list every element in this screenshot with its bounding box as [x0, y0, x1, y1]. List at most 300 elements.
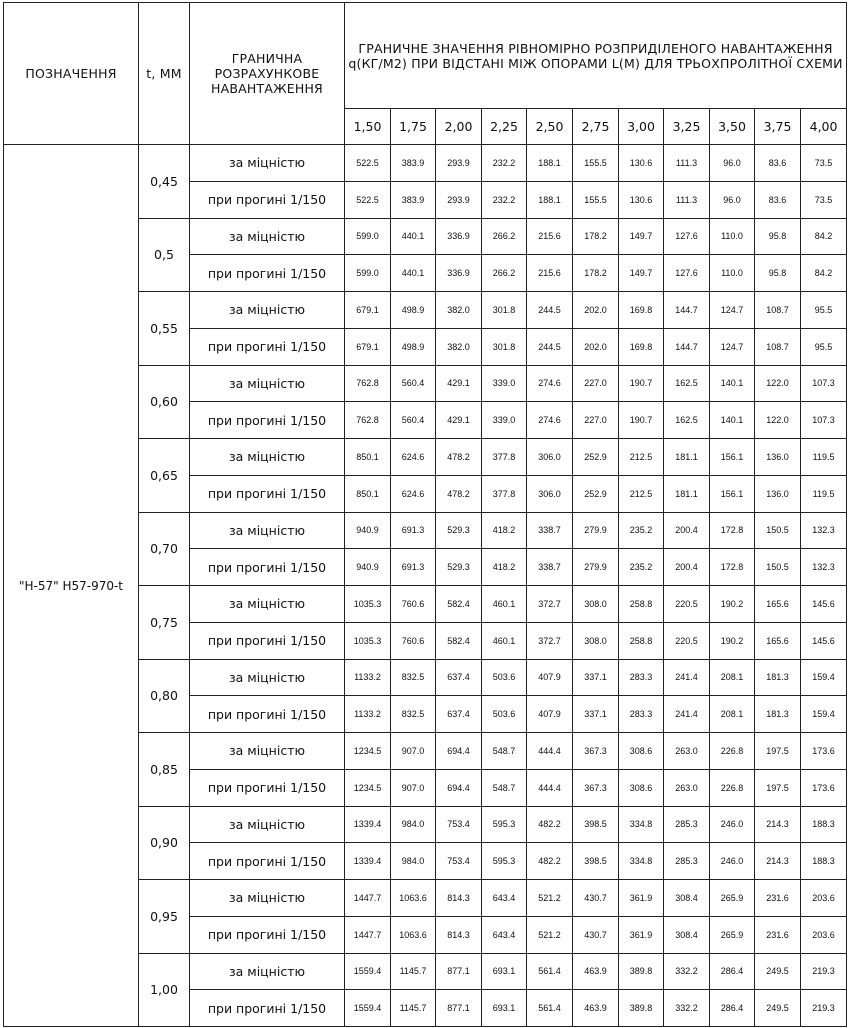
- value-cell: 306.0: [527, 475, 573, 512]
- value-cell: 372.7: [527, 586, 573, 623]
- value-cell: 521.2: [527, 916, 573, 953]
- thickness-cell: 0,80: [139, 659, 190, 733]
- value-cell: 162.5: [664, 402, 710, 439]
- span-header: 3,50: [710, 109, 755, 145]
- value-cell: 95.8: [755, 255, 801, 292]
- value-cell: 181.1: [664, 439, 710, 476]
- value-cell: 984.0: [391, 843, 436, 880]
- value-cell: 693.1: [482, 990, 527, 1027]
- value-cell: 266.2: [482, 255, 527, 292]
- row-label: при прогині 1/150: [190, 622, 345, 659]
- value-cell: 203.6: [801, 880, 847, 917]
- value-cell: 850.1: [345, 475, 391, 512]
- value-cell: 265.9: [710, 916, 755, 953]
- value-cell: 429.1: [436, 365, 482, 402]
- value-cell: 984.0: [391, 806, 436, 843]
- value-cell: 127.6: [664, 218, 710, 255]
- span-header: 2,00: [436, 109, 482, 145]
- value-cell: 169.8: [619, 328, 664, 365]
- value-cell: 140.1: [710, 365, 755, 402]
- span-header: 3,75: [755, 109, 801, 145]
- value-cell: 212.5: [619, 439, 664, 476]
- value-cell: 144.7: [664, 292, 710, 329]
- value-cell: 1145.7: [391, 990, 436, 1027]
- value-cell: 832.5: [391, 696, 436, 733]
- value-cell: 285.3: [664, 843, 710, 880]
- value-cell: 691.3: [391, 512, 436, 549]
- value-cell: 498.9: [391, 328, 436, 365]
- value-cell: 308.4: [664, 916, 710, 953]
- value-cell: 624.6: [391, 439, 436, 476]
- value-cell: 200.4: [664, 512, 710, 549]
- value-cell: 283.3: [619, 696, 664, 733]
- value-cell: 107.3: [801, 402, 847, 439]
- row-label: при прогині 1/150: [190, 328, 345, 365]
- value-cell: 407.9: [527, 696, 573, 733]
- value-cell: 377.8: [482, 439, 527, 476]
- value-cell: 444.4: [527, 733, 573, 770]
- value-cell: 418.2: [482, 549, 527, 586]
- value-cell: 227.0: [573, 402, 619, 439]
- value-cell: 429.1: [436, 402, 482, 439]
- value-cell: 940.9: [345, 512, 391, 549]
- value-cell: 679.1: [345, 292, 391, 329]
- value-cell: 643.4: [482, 916, 527, 953]
- value-cell: 308.0: [573, 622, 619, 659]
- value-cell: 252.9: [573, 439, 619, 476]
- value-cell: 203.6: [801, 916, 847, 953]
- value-cell: 814.3: [436, 880, 482, 917]
- value-cell: 907.0: [391, 733, 436, 770]
- value-cell: 178.2: [573, 218, 619, 255]
- value-cell: 212.5: [619, 475, 664, 512]
- value-cell: 694.4: [436, 769, 482, 806]
- value-cell: 1559.4: [345, 990, 391, 1027]
- value-cell: 338.7: [527, 512, 573, 549]
- value-cell: 306.0: [527, 439, 573, 476]
- table-row: [4, 145, 847, 182]
- thickness-cell: 0,90: [139, 806, 190, 880]
- value-cell: 339.0: [482, 365, 527, 402]
- value-cell: 246.0: [710, 806, 755, 843]
- value-cell: 1339.4: [345, 806, 391, 843]
- row-label: за міцністю: [190, 512, 345, 549]
- value-cell: 337.1: [573, 659, 619, 696]
- row-label: за міцністю: [190, 953, 345, 990]
- value-cell: 274.6: [527, 365, 573, 402]
- thickness-cell: 1,00: [139, 953, 190, 1027]
- value-cell: 214.3: [755, 806, 801, 843]
- value-cell: 140.1: [710, 402, 755, 439]
- span-header: 4,00: [801, 109, 847, 145]
- value-cell: 119.5: [801, 475, 847, 512]
- value-cell: 389.8: [619, 953, 664, 990]
- value-cell: 197.5: [755, 733, 801, 770]
- value-cell: 850.1: [345, 439, 391, 476]
- thickness-cell: 0,45: [139, 145, 190, 219]
- value-cell: 84.2: [801, 218, 847, 255]
- value-cell: 188.3: [801, 843, 847, 880]
- value-cell: 293.9: [436, 145, 482, 182]
- value-cell: 83.6: [755, 181, 801, 218]
- value-cell: 165.6: [755, 586, 801, 623]
- value-cell: 173.6: [801, 733, 847, 770]
- value-cell: 181.3: [755, 659, 801, 696]
- value-cell: 430.7: [573, 916, 619, 953]
- thickness-cell: 0,60: [139, 365, 190, 439]
- value-cell: 643.4: [482, 880, 527, 917]
- value-cell: 220.5: [664, 622, 710, 659]
- value-cell: 760.6: [391, 622, 436, 659]
- value-cell: 208.1: [710, 659, 755, 696]
- value-cell: 145.6: [801, 622, 847, 659]
- value-cell: 156.1: [710, 475, 755, 512]
- row-label: за міцністю: [190, 218, 345, 255]
- value-cell: 372.7: [527, 622, 573, 659]
- value-cell: 208.1: [710, 696, 755, 733]
- row-label: за міцністю: [190, 733, 345, 770]
- value-cell: 762.8: [345, 402, 391, 439]
- value-cell: 548.7: [482, 769, 527, 806]
- value-cell: 232.2: [482, 145, 527, 182]
- value-cell: 95.5: [801, 292, 847, 329]
- row-label: при прогині 1/150: [190, 769, 345, 806]
- value-cell: 83.6: [755, 145, 801, 182]
- value-cell: 334.8: [619, 843, 664, 880]
- value-cell: 265.9: [710, 880, 755, 917]
- value-cell: 232.2: [482, 181, 527, 218]
- row-label: при прогині 1/150: [190, 181, 345, 218]
- value-cell: 200.4: [664, 549, 710, 586]
- value-cell: 73.5: [801, 181, 847, 218]
- value-cell: 814.3: [436, 916, 482, 953]
- header-thickness: t, ММ: [139, 3, 190, 145]
- header-designation: ПОЗНАЧЕННЯ: [4, 3, 139, 145]
- value-cell: 231.6: [755, 880, 801, 917]
- row-label: за міцністю: [190, 365, 345, 402]
- value-cell: 226.8: [710, 769, 755, 806]
- thickness-cell: 0,55: [139, 292, 190, 366]
- value-cell: 108.7: [755, 328, 801, 365]
- value-cell: 136.0: [755, 475, 801, 512]
- value-cell: 249.5: [755, 953, 801, 990]
- value-cell: 132.3: [801, 549, 847, 586]
- value-cell: 169.8: [619, 292, 664, 329]
- value-cell: 336.9: [436, 218, 482, 255]
- value-cell: 111.3: [664, 181, 710, 218]
- value-cell: 332.2: [664, 953, 710, 990]
- value-cell: 482.2: [527, 843, 573, 880]
- value-cell: 478.2: [436, 439, 482, 476]
- value-cell: 181.3: [755, 696, 801, 733]
- value-cell: 172.8: [710, 549, 755, 586]
- value-cell: 561.4: [527, 953, 573, 990]
- value-cell: 1339.4: [345, 843, 391, 880]
- value-cell: 382.0: [436, 292, 482, 329]
- value-cell: 560.4: [391, 365, 436, 402]
- value-cell: 149.7: [619, 218, 664, 255]
- value-cell: 377.8: [482, 475, 527, 512]
- value-cell: 111.3: [664, 145, 710, 182]
- value-cell: 389.8: [619, 990, 664, 1027]
- value-cell: 383.9: [391, 145, 436, 182]
- value-cell: 286.4: [710, 953, 755, 990]
- value-cell: 244.5: [527, 292, 573, 329]
- value-cell: 482.2: [527, 806, 573, 843]
- value-cell: 110.0: [710, 255, 755, 292]
- value-cell: 595.3: [482, 806, 527, 843]
- value-cell: 367.3: [573, 733, 619, 770]
- value-cell: 181.1: [664, 475, 710, 512]
- value-cell: 398.5: [573, 843, 619, 880]
- value-cell: 361.9: [619, 916, 664, 953]
- value-cell: 279.9: [573, 512, 619, 549]
- value-cell: 624.6: [391, 475, 436, 512]
- value-cell: 599.0: [345, 255, 391, 292]
- value-cell: 1145.7: [391, 953, 436, 990]
- value-cell: 122.0: [755, 402, 801, 439]
- value-cell: 178.2: [573, 255, 619, 292]
- row-label: при прогині 1/150: [190, 255, 345, 292]
- value-cell: 190.7: [619, 402, 664, 439]
- value-cell: 127.6: [664, 255, 710, 292]
- value-cell: 124.7: [710, 328, 755, 365]
- value-cell: 334.8: [619, 806, 664, 843]
- value-cell: 162.5: [664, 365, 710, 402]
- value-cell: 252.9: [573, 475, 619, 512]
- value-cell: 762.8: [345, 365, 391, 402]
- value-cell: 693.1: [482, 953, 527, 990]
- value-cell: 1063.6: [391, 880, 436, 917]
- row-label: за міцністю: [190, 145, 345, 182]
- value-cell: 308.6: [619, 733, 664, 770]
- value-cell: 522.5: [345, 145, 391, 182]
- value-cell: 1133.2: [345, 696, 391, 733]
- value-cell: 440.1: [391, 255, 436, 292]
- span-header: 1,75: [391, 109, 436, 145]
- row-label: при прогині 1/150: [190, 990, 345, 1027]
- value-cell: 219.3: [801, 990, 847, 1027]
- value-cell: 444.4: [527, 769, 573, 806]
- row-label: при прогині 1/150: [190, 475, 345, 512]
- value-cell: 1234.5: [345, 769, 391, 806]
- value-cell: 1133.2: [345, 659, 391, 696]
- value-cell: 560.4: [391, 402, 436, 439]
- value-cell: 266.2: [482, 218, 527, 255]
- value-cell: 96.0: [710, 145, 755, 182]
- value-cell: 1559.4: [345, 953, 391, 990]
- span-header: 2,25: [482, 109, 527, 145]
- value-cell: 503.6: [482, 696, 527, 733]
- row-label: при прогині 1/150: [190, 402, 345, 439]
- thickness-cell: 0,75: [139, 586, 190, 660]
- value-cell: 561.4: [527, 990, 573, 1027]
- value-cell: 753.4: [436, 843, 482, 880]
- value-cell: 293.9: [436, 181, 482, 218]
- value-cell: 398.5: [573, 806, 619, 843]
- value-cell: 637.4: [436, 696, 482, 733]
- designation-cell: "Н-57" Н57-970-t: [4, 145, 139, 1027]
- value-cell: 220.5: [664, 586, 710, 623]
- value-cell: 274.6: [527, 402, 573, 439]
- value-cell: 144.7: [664, 328, 710, 365]
- value-cell: 95.5: [801, 328, 847, 365]
- row-label: при прогині 1/150: [190, 696, 345, 733]
- row-label: за міцністю: [190, 292, 345, 329]
- value-cell: 498.9: [391, 292, 436, 329]
- value-cell: 337.1: [573, 696, 619, 733]
- value-cell: 155.5: [573, 181, 619, 218]
- value-cell: 522.5: [345, 181, 391, 218]
- value-cell: 155.5: [573, 145, 619, 182]
- value-cell: 150.5: [755, 549, 801, 586]
- span-header: 1,50: [345, 109, 391, 145]
- value-cell: 202.0: [573, 292, 619, 329]
- value-cell: 877.1: [436, 990, 482, 1027]
- value-cell: 107.3: [801, 365, 847, 402]
- value-cell: 263.0: [664, 769, 710, 806]
- value-cell: 1063.6: [391, 916, 436, 953]
- value-cell: 440.1: [391, 218, 436, 255]
- value-cell: 383.9: [391, 181, 436, 218]
- value-cell: 418.2: [482, 512, 527, 549]
- value-cell: 188.1: [527, 181, 573, 218]
- value-cell: 95.8: [755, 218, 801, 255]
- row-label: за міцністю: [190, 586, 345, 623]
- value-cell: 694.4: [436, 733, 482, 770]
- value-cell: 308.6: [619, 769, 664, 806]
- value-cell: 214.3: [755, 843, 801, 880]
- span-header: 2,75: [573, 109, 619, 145]
- value-cell: 84.2: [801, 255, 847, 292]
- value-cell: 286.4: [710, 990, 755, 1027]
- value-cell: 285.3: [664, 806, 710, 843]
- value-cell: 460.1: [482, 586, 527, 623]
- value-cell: 172.8: [710, 512, 755, 549]
- value-cell: 679.1: [345, 328, 391, 365]
- value-cell: 503.6: [482, 659, 527, 696]
- row-label: при прогині 1/150: [190, 843, 345, 880]
- value-cell: 940.9: [345, 549, 391, 586]
- value-cell: 226.8: [710, 733, 755, 770]
- span-header: 3,00: [619, 109, 664, 145]
- value-cell: 227.0: [573, 365, 619, 402]
- header-limit-load: ГРАНИЧНА РОЗРАХУНКОВЕ НАВАНТАЖЕННЯ: [190, 3, 345, 145]
- value-cell: 301.8: [482, 292, 527, 329]
- value-cell: 548.7: [482, 733, 527, 770]
- value-cell: 1447.7: [345, 880, 391, 917]
- value-cell: 173.6: [801, 769, 847, 806]
- row-label: за міцністю: [190, 880, 345, 917]
- value-cell: 119.5: [801, 439, 847, 476]
- value-cell: 308.0: [573, 586, 619, 623]
- value-cell: 122.0: [755, 365, 801, 402]
- value-cell: 124.7: [710, 292, 755, 329]
- value-cell: 301.8: [482, 328, 527, 365]
- value-cell: 246.0: [710, 843, 755, 880]
- value-cell: 1035.3: [345, 586, 391, 623]
- value-cell: 529.3: [436, 549, 482, 586]
- value-cell: 907.0: [391, 769, 436, 806]
- value-cell: 249.5: [755, 990, 801, 1027]
- row-label: за міцністю: [190, 806, 345, 843]
- value-cell: 460.1: [482, 622, 527, 659]
- value-cell: 108.7: [755, 292, 801, 329]
- value-cell: 308.4: [664, 880, 710, 917]
- span-header: 3,25: [664, 109, 710, 145]
- value-cell: 1234.5: [345, 733, 391, 770]
- value-cell: 145.6: [801, 586, 847, 623]
- value-cell: 832.5: [391, 659, 436, 696]
- value-cell: 332.2: [664, 990, 710, 1027]
- value-cell: 258.8: [619, 622, 664, 659]
- row-label: за міцністю: [190, 439, 345, 476]
- value-cell: 367.3: [573, 769, 619, 806]
- value-cell: 73.5: [801, 145, 847, 182]
- value-cell: 197.5: [755, 769, 801, 806]
- value-cell: 130.6: [619, 145, 664, 182]
- row-label: за міцністю: [190, 659, 345, 696]
- value-cell: 190.7: [619, 365, 664, 402]
- thickness-cell: 0,5: [139, 218, 190, 292]
- thickness-cell: 0,95: [139, 880, 190, 954]
- value-cell: 215.6: [527, 218, 573, 255]
- value-cell: 595.3: [482, 843, 527, 880]
- value-cell: 279.9: [573, 549, 619, 586]
- thickness-cell: 0,65: [139, 439, 190, 513]
- value-cell: 339.0: [482, 402, 527, 439]
- value-cell: 190.2: [710, 622, 755, 659]
- value-cell: 582.4: [436, 622, 482, 659]
- row-label: при прогині 1/150: [190, 549, 345, 586]
- value-cell: 241.4: [664, 659, 710, 696]
- value-cell: 430.7: [573, 880, 619, 917]
- span-header: 2,50: [527, 109, 573, 145]
- value-cell: 190.2: [710, 586, 755, 623]
- value-cell: 159.4: [801, 659, 847, 696]
- value-cell: 691.3: [391, 549, 436, 586]
- value-cell: 165.6: [755, 622, 801, 659]
- value-cell: 130.6: [619, 181, 664, 218]
- value-cell: 407.9: [527, 659, 573, 696]
- value-cell: 96.0: [710, 181, 755, 218]
- value-cell: 760.6: [391, 586, 436, 623]
- value-cell: 336.9: [436, 255, 482, 292]
- value-cell: 241.4: [664, 696, 710, 733]
- value-cell: 338.7: [527, 549, 573, 586]
- value-cell: 132.3: [801, 512, 847, 549]
- value-cell: 219.3: [801, 953, 847, 990]
- value-cell: 263.0: [664, 733, 710, 770]
- value-cell: 231.6: [755, 916, 801, 953]
- value-cell: 582.4: [436, 586, 482, 623]
- value-cell: 235.2: [619, 512, 664, 549]
- value-cell: 382.0: [436, 328, 482, 365]
- value-cell: 1035.3: [345, 622, 391, 659]
- value-cell: 1447.7: [345, 916, 391, 953]
- value-cell: 150.5: [755, 512, 801, 549]
- value-cell: 599.0: [345, 218, 391, 255]
- value-cell: 463.9: [573, 953, 619, 990]
- value-cell: 258.8: [619, 586, 664, 623]
- value-cell: 215.6: [527, 255, 573, 292]
- value-cell: 877.1: [436, 953, 482, 990]
- value-cell: 361.9: [619, 880, 664, 917]
- load-table: [3, 2, 847, 1027]
- value-cell: 149.7: [619, 255, 664, 292]
- header-span-title: ГРАНИЧНЕ ЗНАЧЕННЯ РІВНОМІРНО РОЗПРИДІЛЕНОГО НАВАНТАЖЕННЯ q(КГ/М2) ПРИ ВІДСТАНІ МІЖ ОПОРАМИ L(М) ДЛЯ ТРЬОХПРОЛІТНОЇ СХЕМИ: [345, 3, 847, 109]
- value-cell: 521.2: [527, 880, 573, 917]
